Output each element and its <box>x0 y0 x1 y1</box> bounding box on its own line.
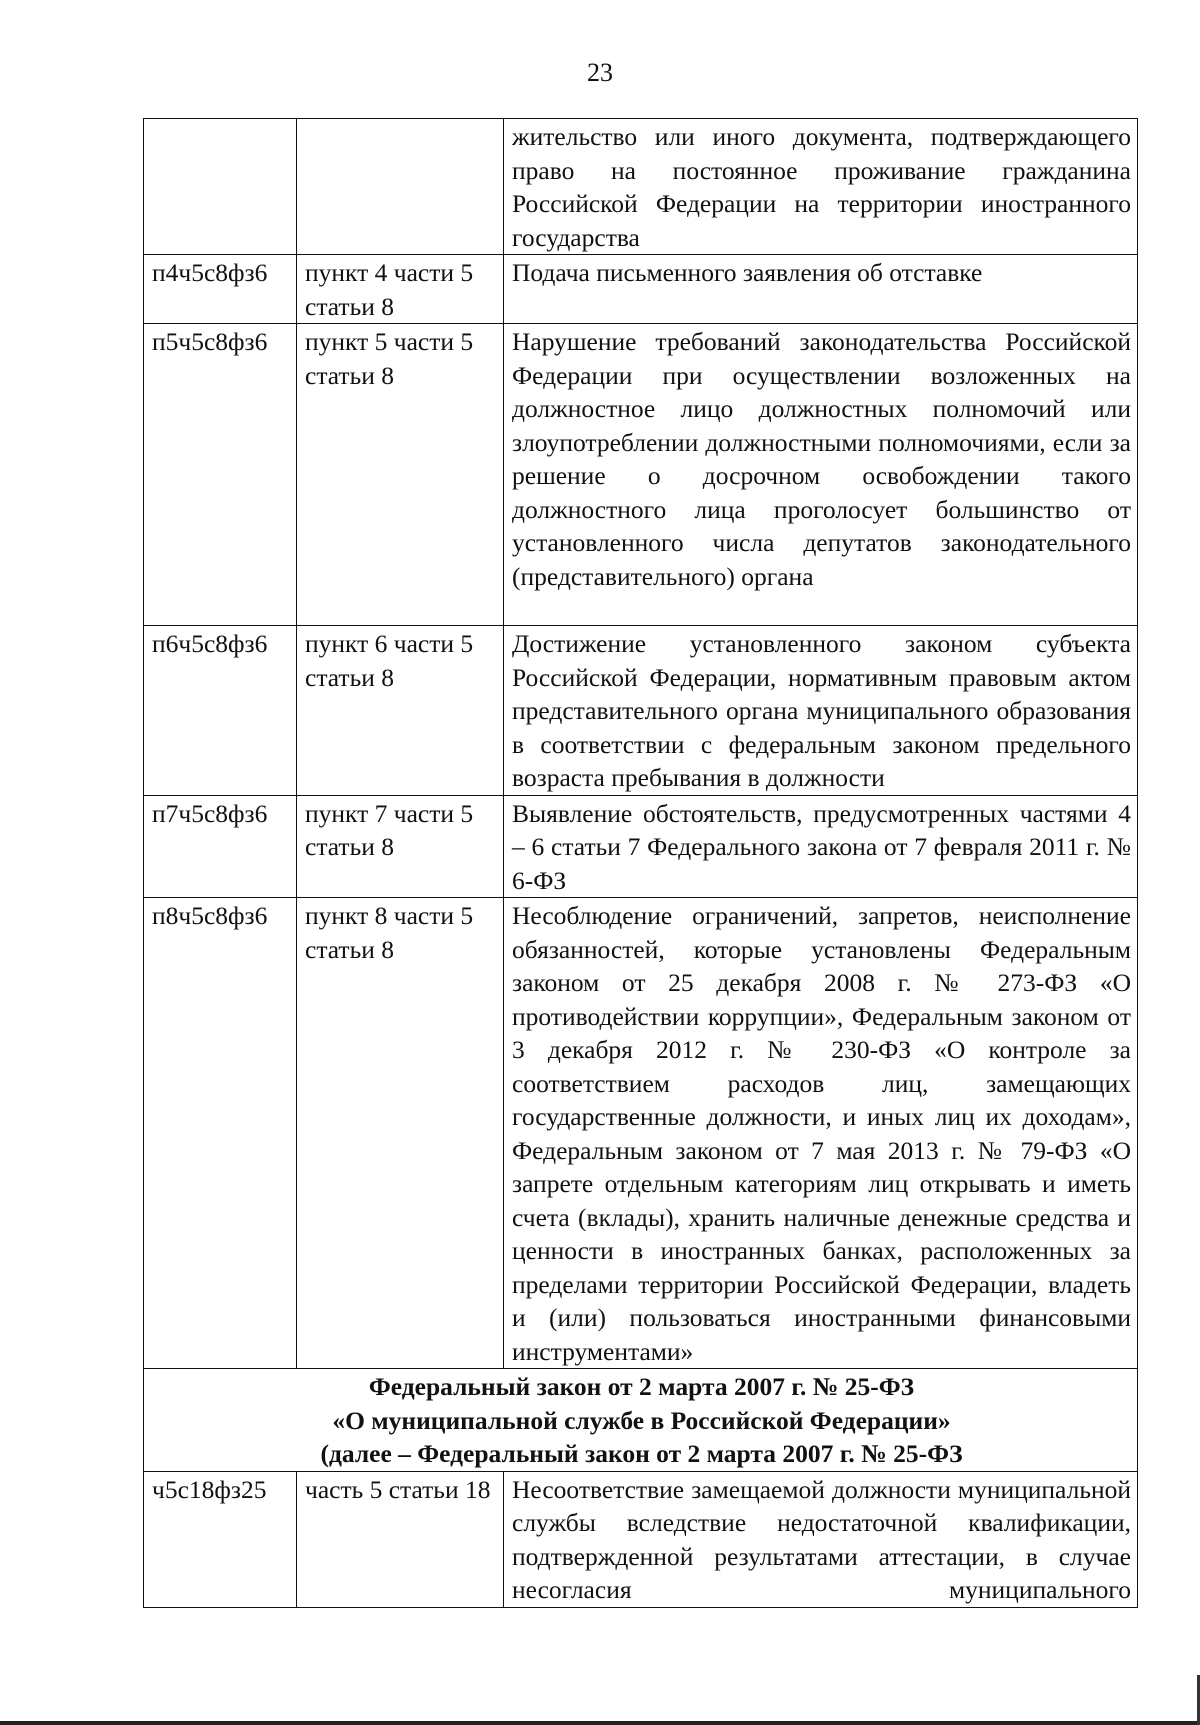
row-description-cell: Несоответствие замещаемой должности муниципальной службы вследствие недостаточной квалификации, подтвержденной результатами аттестации, в случае несогласия муниципального <box>504 1471 1138 1607</box>
page-number: 23 <box>587 58 613 87</box>
row-reference-cell <box>297 119 504 255</box>
row-reference-cell: пункт 6 части 5 статьи 8 <box>297 626 504 796</box>
row-description-cell: Достижение установленного законом субъекта Российской Федерации, нормативным правовым актом представительного органа муниципального образования в соответствии с федеральным законом предельного возраста пребывания в должности <box>504 626 1138 796</box>
row-reference-cell: пункт 8 части 5 статьи 8 <box>297 898 504 1369</box>
page-bottom-edge <box>0 1721 1200 1725</box>
row-description-cell: жительство или иного документа, подтверждающего право на постоянное проживание гражданина Российской Федерации на территории иностранного государства <box>504 119 1138 255</box>
section-subtitle-line: «О муниципальной службе в Российской Федерации» <box>332 1405 951 1435</box>
table-row <box>144 255 1138 324</box>
row-code-cell: п4ч5с8фз6 <box>144 255 297 324</box>
table-row <box>144 795 1138 898</box>
row-reference-cell: пункт 7 части 5 статьи 8 <box>297 795 504 898</box>
table-row <box>144 119 1138 255</box>
section-title-line: Федеральный закон от 2 марта 2007 г. № 25-ФЗ <box>368 1372 915 1401</box>
document-table <box>143 118 1138 1608</box>
row-description-cell: Несоблюдение ограничений, запретов, неисполнение обязанностей, которые установлены Федеральным законом от 25 декабря 2008 г. № 273-ФЗ «О противодействии коррупции», Федеральным законом от 3 декабря 2012 г. № 230-ФЗ «О контроле за соответствием расходов лиц, замещающих государственные должности, и иных лиц их доходам», Федеральным законом от 7 мая 2013 г. № 79-ФЗ «О запрете отдельным категориям лиц открывать и иметь счета (вклады), хранить наличные денежные средства и ценности в иностранных банках, расположенных за пределами территории Российской Федерации, владеть и (или) пользоваться иностранными финансовыми инструментами» <box>504 898 1138 1369</box>
row-description-cell: Нарушение требований законодательства Российской Федерации при осуществлении возложенных на должностное лицо должностных полномочий или злоупотреблении должностными полномочиями, если за решение о досрочном освобождении такого должностного лица проголосует большинство от установленного числа депутатов законодательного (представительного) органа <box>504 324 1138 626</box>
row-description-cell: Выявление обстоятельств, предусмотренных частями 4 – 6 статьи 7 Федерального закона от 7 февраля 2011 г. № 6-ФЗ <box>504 795 1138 898</box>
row-code-cell: п6ч5с8фз6 <box>144 626 297 796</box>
row-reference-cell: пункт 5 части 5 статьи 8 <box>297 324 504 626</box>
row-code-cell: п5ч5с8фз6 <box>144 324 297 626</box>
row-code-cell: ч5с18фз25 <box>144 1471 297 1607</box>
table-row <box>144 626 1138 796</box>
row-code-cell <box>144 119 297 255</box>
table-row <box>144 898 1138 1369</box>
section-header-row <box>144 1369 1138 1472</box>
row-code-cell: п8ч5с8фз6 <box>144 898 297 1369</box>
row-code-cell: п7ч5с8фз6 <box>144 795 297 898</box>
section-header <box>144 1369 1138 1472</box>
table-row <box>144 324 1138 626</box>
row-reference-cell: пункт 4 части 5 статьи 8 <box>297 255 504 324</box>
table-row <box>144 1471 1138 1607</box>
row-reference-cell: часть 5 статьи 18 <box>297 1471 504 1607</box>
row-description-cell: Подача письменного заявления об отставке <box>504 255 1138 324</box>
section-note-line: (далее – Федеральный закон от 2 марта 2007 г. № 25-ФЗ <box>320 1439 963 1468</box>
